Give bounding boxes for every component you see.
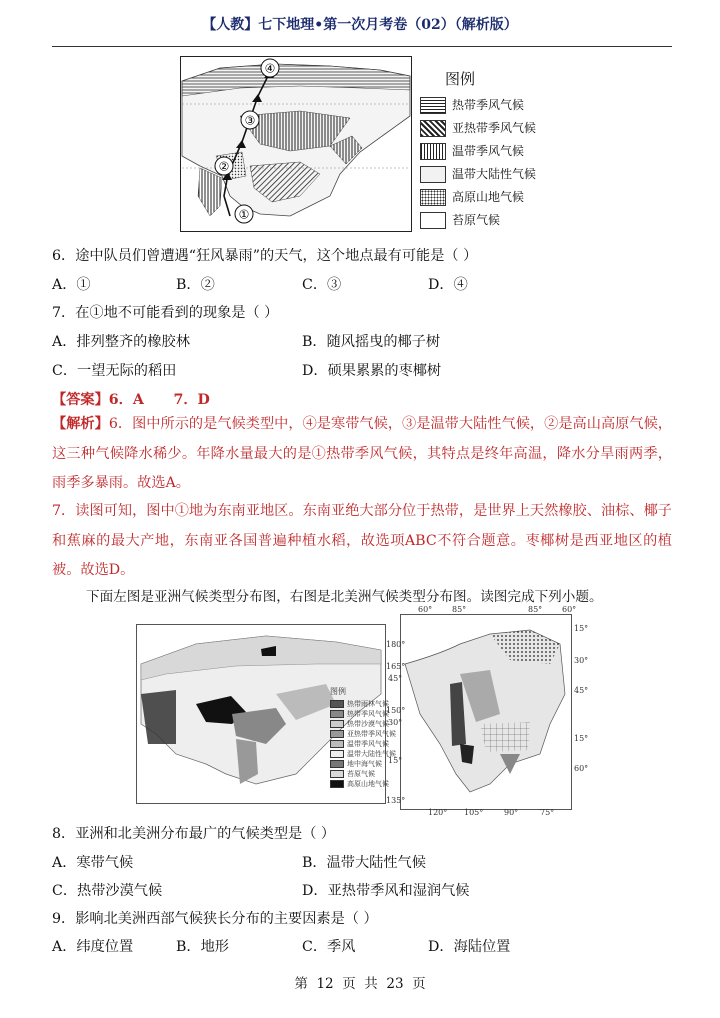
asia-route-map: [180, 56, 412, 232]
question-7: 7．在①地不可能看到的现象是（ ）: [52, 305, 279, 321]
coord-left: 45°: [388, 674, 403, 683]
q6-option-d[interactable]: D．④: [428, 277, 468, 293]
coord-top: 60°: [562, 605, 577, 614]
question-9: 9．影响北美洲西部气候狭长分布的主要因素是（ ）: [52, 911, 378, 927]
coord-left: 150°: [386, 706, 406, 715]
marker-1: ①: [238, 207, 250, 222]
answer-label: 【答案】: [52, 392, 109, 408]
q9-option-a[interactable]: A．纬度位置: [52, 939, 134, 955]
map2-legend-item: 热带季风气候: [330, 709, 389, 719]
marker-3: ③: [244, 113, 256, 128]
coord-bottom: 75°: [540, 808, 555, 817]
map2-legend-title: 图例: [330, 687, 346, 696]
coord-top: 85°: [452, 605, 467, 614]
asia-route-map-svg: [180, 56, 412, 232]
coord-left: 135°: [386, 796, 406, 805]
question-8: 8．亚洲和北美洲分布最广的气候类型是（ ）: [52, 826, 336, 842]
coord-right: 15°: [574, 734, 589, 743]
coord-right: 30°: [574, 656, 589, 665]
map2-legend-item: 地中海气候: [330, 759, 382, 769]
q7-option-b[interactable]: B．随风摇曳的椰子树: [302, 334, 441, 350]
header-rule: [52, 46, 672, 47]
q8-option-d[interactable]: D．亚热带季风和湿润气候: [302, 883, 470, 899]
coord-left: 15°: [388, 756, 403, 765]
legend-swatch: [420, 189, 446, 206]
north-america-climate-map: [400, 614, 572, 810]
coord-right: 15°: [574, 624, 589, 633]
q9-option-d[interactable]: D．海陆位置: [428, 939, 511, 955]
coord-right: 45°: [574, 686, 589, 695]
q9-option-b[interactable]: B．地形: [176, 939, 229, 955]
analysis-6: 【解析】6．图中所示的是气候类型中，④是寒带气候，③是温带大陆性气候，②是高山高原气候，这三种气候降水稀少。年降水量最大的是①热带季风气候，其特点是终年高温，降水分旱雨两季，雨季多暴雨。故选A。: [52, 416, 672, 491]
legend-swatch: [420, 212, 446, 229]
coord-bottom: 120°: [428, 808, 448, 817]
page-header: 【人教】七下地理•第一次月考卷（02）（解析版）: [202, 17, 518, 33]
analysis-7: 7．读图可知，图中①地为东南亚地区。东南亚绝大部分位于热带，是世界上天然橡胶、油棕、椰子和蕉麻的最大产地，东南亚各国普遍种植水稻，故选项ABC不符合题意。枣椰树是西亚地区的植被。故选D。: [52, 503, 672, 578]
q8-option-b[interactable]: B．温带大陆性气候: [302, 855, 426, 871]
map2-legend-item: 热带沙漠气候: [330, 719, 389, 729]
q7-option-c[interactable]: C．一望无际的稻田: [52, 363, 177, 379]
map2-legend-item: 温带季风气候: [330, 739, 389, 749]
legend-swatch: [420, 166, 446, 183]
intro-text: 下面左图是亚洲气候类型分布图，右图是北美洲气候类型分布图。读图完成下列小题。: [86, 589, 603, 605]
coord-right: 60°: [574, 764, 589, 773]
answer-line: [52, 389, 672, 409]
page-footer: 第 12 页 共 23 页: [294, 976, 426, 992]
q6-option-c[interactable]: C．③: [302, 277, 342, 293]
legend-swatch: [420, 97, 446, 114]
coord-left: 180°: [386, 640, 406, 649]
legend-swatch: [420, 143, 446, 160]
marker-4: ④: [264, 61, 276, 76]
q7-option-d[interactable]: D．硕果累累的枣椰树: [302, 363, 442, 379]
coord-left: 30°: [388, 718, 403, 727]
q9-option-c[interactable]: C．季风: [302, 939, 356, 955]
question-6: 6．途中队员们曾遭遇“狂风暴雨”的天气，这个地点最有可能是（ ）: [52, 248, 478, 264]
q7-option-a[interactable]: A．排列整齐的橡胶林: [52, 334, 190, 350]
map2-legend-item: 苔原气候: [330, 769, 375, 779]
q6-option-a[interactable]: A．①: [52, 277, 91, 293]
map1-legend-title: 图例: [445, 70, 476, 88]
legend-swatch: [420, 120, 446, 137]
q6-option-b[interactable]: B．②: [176, 277, 215, 293]
answer-text: 6．A 7．D: [108, 392, 210, 408]
coord-bottom: 105°: [464, 808, 484, 817]
marker-2: ②: [218, 159, 230, 174]
map2-legend-item: 温带大陆性气候: [330, 749, 396, 759]
coord-left: 165°: [386, 662, 406, 671]
q8-option-c[interactable]: C．热带沙漠气候: [52, 883, 163, 899]
na-climate-map-svg: [400, 614, 572, 810]
coord-top: 60°: [418, 605, 433, 614]
q8-option-a[interactable]: A．寒带气候: [52, 855, 134, 871]
map2-legend-item: 热带雨林气候: [330, 699, 389, 709]
map2-legend-item: 高原山地气候: [330, 779, 389, 789]
coord-top: 85°: [528, 605, 543, 614]
analysis-label: 【解析】: [52, 416, 109, 432]
map2-legend-item: 亚热带季风气候: [330, 729, 396, 739]
coord-bottom: 90°: [504, 808, 519, 817]
